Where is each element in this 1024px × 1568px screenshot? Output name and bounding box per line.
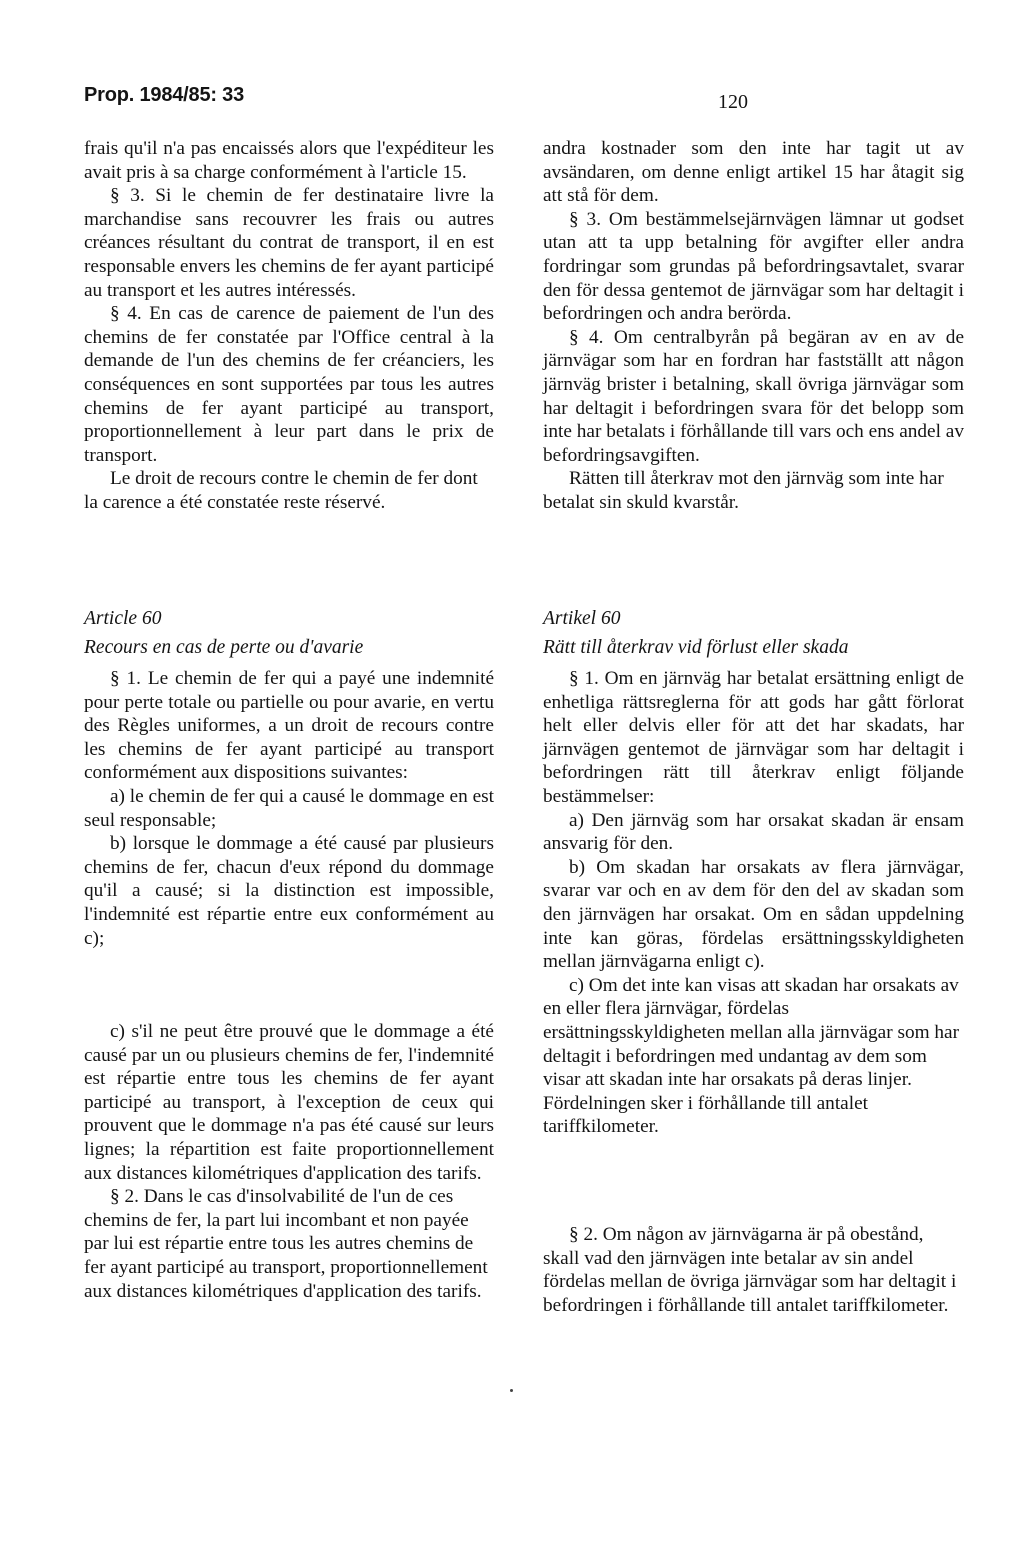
swedish-recourse-paragraph: Rätten till återkrav mot den järnväg som inte har betalat sin skuld kvarstår. (543, 468, 944, 513)
french-continuation-paragraph: frais qu'il n'a pas encaissés alors que l'expéditeur les avait pris à sa charge conformément à l'article 15. (84, 138, 494, 183)
swedish-article-heading (543, 604, 848, 662)
french-article-number: Article 60 (84, 608, 162, 629)
french-article-body-2 (84, 1020, 494, 1303)
french-article-heading (84, 604, 363, 662)
swedish-article-number: Artikel 60 (543, 608, 621, 629)
french-item-b: b) lorsque le dommage a été causé par plusieurs chemins de fer, chacun d'eux répond du dommage qu'il a causé; si la distinction est impossible, l'indemnité est répartie entre eux conformément au c); (84, 833, 494, 949)
french-article-body (84, 667, 494, 950)
swedish-item-b: b) Om skadan har orsakats av flera järnvägar, svarar var och en av dem för den del av skadan som den järnvägen har orsakat. Om en sådan uppdelning inte kan göras, fördelas ersättningsskyldigheten mellan järnvägarna enligt c). (543, 856, 964, 973)
swedish-article-title: Rätt till återkrav vid förlust eller skada (543, 637, 849, 658)
french-recourse-paragraph: Le droit de recours contre le chemin de fer dont la carence a été constatée reste réservé. (84, 468, 478, 513)
french-paragraph-3: § 3. Si le chemin de fer destinataire livre la marchandise sans recouvrer les frais ou autres créances résultant du contrat de transport, il en est responsable envers les chemins de fer ayant participé au transport et les autres intéressés. (84, 185, 494, 301)
swedish-article-paragraph-1: § 1. Om en järnväg har betalat ersättning enligt de enhetliga rättsreglerna för att gods har gått förlorat helt eller delvis eller för att det har skadats, har järnvägen gentemot de järnvägar som har deltagit i befordringen rätt till återkrav enligt följande bestämmelser: (543, 668, 964, 807)
french-item-c: c) s'il ne peut être prouvé que le dommage a été causé par un ou plusieurs chemins de fer, l'indemnité est répartie entre tous les chemins de fer ayant participé au transport, à l'exception de ceux qui prouvent que le dommage n'a pas été causé sur leurs lignes; la répartition est faite proportionnellement aux distances kilométriques d'application des tarifs. (84, 1021, 494, 1184)
swedish-block-1 (543, 137, 964, 515)
swedish-article-body-2 (543, 1223, 964, 1317)
document-reference: Prop. 1984/85: 33 (84, 84, 245, 106)
swedish-item-c: c) Om det inte kan visas att skadan har orsakats av en eller flera järnvägar, fördelas ersättningsskyldigheten mellan alla järnvägar som har deltagit i befordringen med undantag av dem som visar att skadan inte har orsakats på deras linjer. Fördelningen sker i förhållande till antalet tariffkilometer. (543, 974, 960, 1138)
french-paragraph-4: § 4. En cas de carence de paiement de l'un des chemins de fer constatée par l'Office central à la demande de l'un des chemins de fer créanciers, les conséquences en sont supportées par tous les autres chemins de fer ayant participé au transport, proportionnellement à leur part dans le prix de transport. (84, 303, 494, 466)
swedish-paragraph-4: § 4. Om centralbyrån på begäran av en av de järnvägar som har en fordran har fastställt att någon järnväg brister i betalning, skall övriga järnvägar som har deltagit i befordringen svara för det belopp som inte har betalats i förhållande till vars och ens andel av befordringsavgiften. (543, 326, 964, 466)
french-article-title: Recours en cas de perte ou d'avarie (84, 637, 364, 658)
swedish-article-paragraph-2: § 2. Om någon av järnvägarna är på obestånd, skall vad den järnvägen inte betalar av sin andel fördelas mellan de övriga järnvägar som har deltagit i befordringen i förhållande till antalet tariffkilometer. (543, 1224, 957, 1316)
french-article-paragraph-2: § 2. Dans le cas d'insolvabilité de l'un de ces chemins de fer, la part lui incombant et non payée par lui est répartie entre tous les autres chemins de fer ayant participé au transport, proportionnellement aux distances kilométriques d'application des tarifs. (84, 1186, 488, 1302)
french-item-a: a) le chemin de fer qui a causé le dommage en est seul responsable; (84, 785, 494, 831)
french-article-paragraph-1: § 1. Le chemin de fer qui a payé une indemnité pour perte totale ou partielle ou pour avarie, en vertu des Règles uniformes, a un droit de recours contre les chemins de fer ayant participé au transport conformément aux dispositions suivantes: (84, 668, 494, 784)
swedish-article-body (543, 667, 964, 1139)
swedish-paragraph-3: § 3. Om bestämmelsejärnvägen lämnar ut godset utan att ta upp betalning för avgifter eller andra fordringar som grundas på befordringsavtalet, svarar den för dessa gentemot de järnvägar som har deltagit i befordringen och andra berörda. (543, 208, 964, 325)
swedish-item-a: a) Den järnväg som har orsakat skadan är ensam ansvarig för den. (543, 809, 964, 855)
french-block-1 (84, 137, 494, 515)
page-number: 120 (718, 91, 748, 113)
print-speck (510, 1389, 513, 1392)
swedish-continuation-paragraph: andra kostnader som den inte har tagit ut av avsändaren, om denne enligt artikel 15 har åtagit sig att stå för dem. (543, 138, 964, 207)
